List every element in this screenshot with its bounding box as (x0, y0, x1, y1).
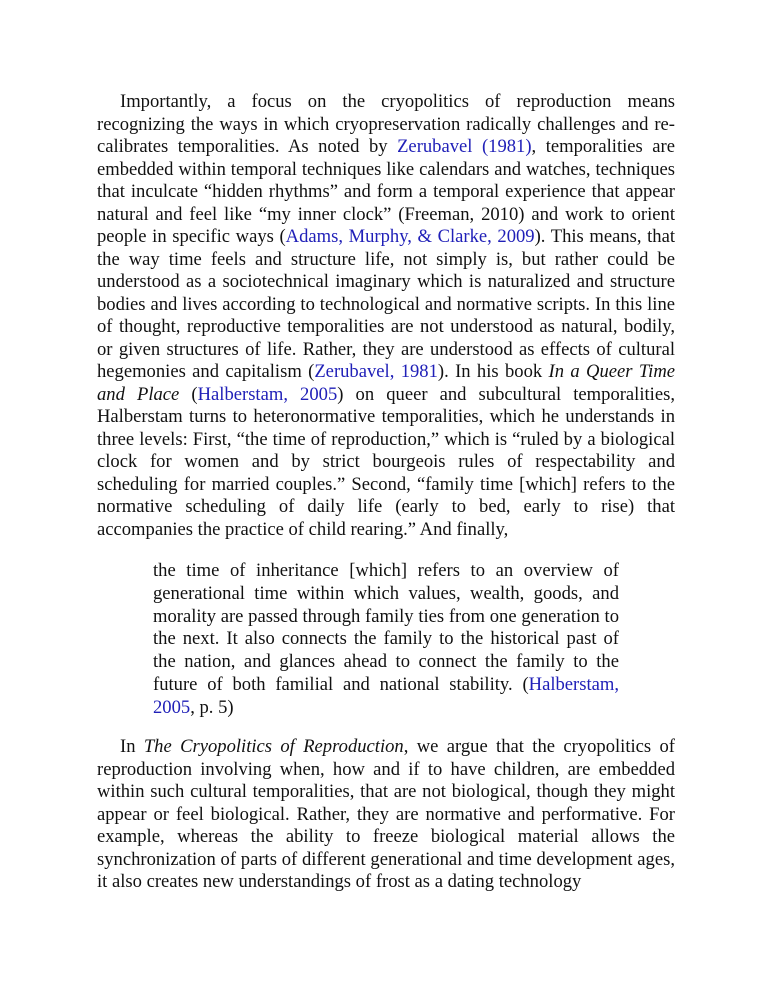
paragraph-1-text-6: ) on queer and subcultural temporalities, Halberstam turns to heteronormative temporalities, which he understands in three levels: First, “the time of reproduction,” which is “ruled by a biological clock for women and by strict bourgeois rules of respectability and scheduling for married couples.” Second, “family time [which] refers to the normative scheduling of daily life (early to bed, early to rise) that accompanies the practice of child rearing.” And finally, (97, 383, 675, 540)
block-quote-text: the time of inheritance [which] refers to an overview of generational time within which values, wealth, goods, and morality are passed through family ties from one generation to the next. It also connects the family to the historical past of the nation, and glances ahead to connect the family to the future of both familial and national stability. ( (153, 560, 619, 695)
citation-zerubavel-1981-second[interactable]: Zerubavel, 1981 (314, 361, 438, 382)
paragraph-1-text-5: ( (179, 383, 198, 405)
paragraph-1-text-4: ). In his book (437, 361, 549, 382)
block-quote (153, 560, 619, 720)
paragraph-1-text-1: Importantly, a focus on the cryopolitics of reproduction means recognizing the ways in which cryopreservation radically challenges and re-calibrates temporalities. As noted by (97, 91, 675, 157)
book-title-cryopolitics: The Cryopolitics of Reproduction (143, 736, 404, 757)
paragraph-1-text-2: , temporalities are embedded within temporal techniques like calendars and watches, techniques that inculcate “hidden rhythms” and form a temporal experience that appear natural and feel like “my inner clock” (Freeman, 2010) and work to orient people in specific ways ( (97, 136, 675, 247)
book-title-queer-time: In a Queer Time and Place (97, 361, 676, 405)
paragraph-1-text-3: ). This means, that the way time feels and structure life, not simply is, but rather could be understood as a sociotechnical imaginary which is naturalized and structure bodies and lives according to technological and normative scripts. In this line of thought, reproductive temporalities are not understood as natural, bodily, or given structures of life. Rather, they are understood as effects of cultural hegemonies and capitalism ( (97, 226, 676, 382)
paragraph-1 (97, 91, 675, 541)
citation-adams-murphy-clarke-2009[interactable]: Adams, Murphy, & Clarke, 2009 (285, 226, 535, 247)
paragraph-2-text-2: , we argue that the cryopolitics of reproduction involving when, how and if to have children, are embedded within such cultural temporalities, that are not biological, though they might appear or feel biological. Rather, they are normative and performative. For example, whereas the ability to freeze biological material allows the synchronization of parts of different generational and time development ages, it also creates new understandings of frost as a dating technology (97, 736, 675, 892)
block-quote-page-ref: , p. 5) (190, 696, 234, 718)
citation-zerubavel-1981[interactable]: Zerubavel (1981) (397, 136, 532, 157)
paragraph-2-text-1: In (120, 736, 144, 757)
citation-halberstam-2005[interactable]: Halberstam, 2005 (197, 383, 338, 405)
citation-halberstam-2005-quote[interactable]: Halberstam, 2005 (153, 673, 619, 718)
paragraph-2 (97, 736, 675, 894)
